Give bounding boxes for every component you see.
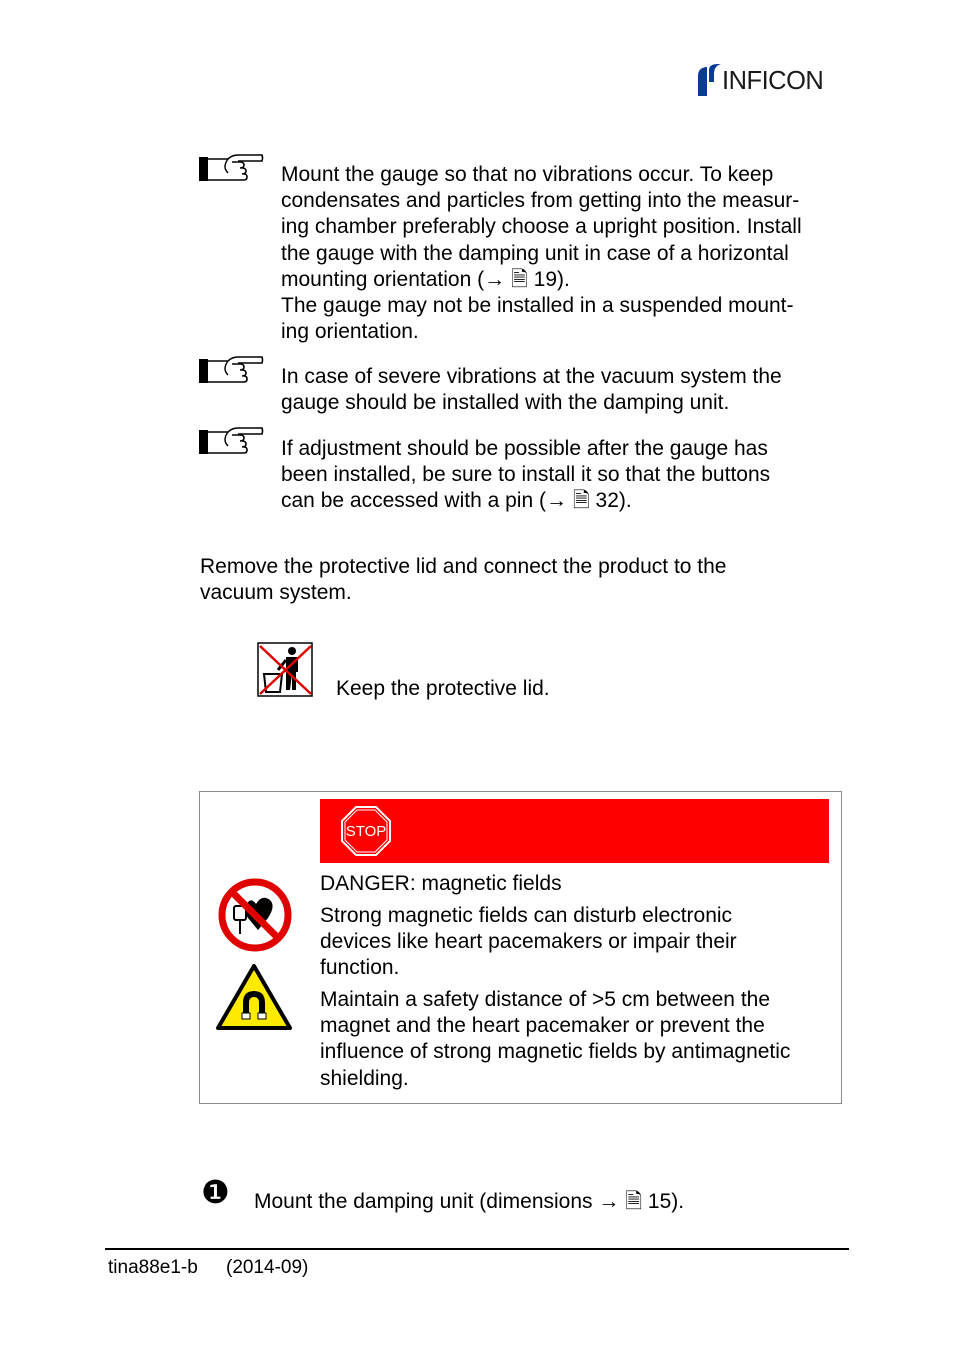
inficon-logo xyxy=(694,62,846,98)
footer-date: (2014-09) xyxy=(226,1257,309,1278)
no-pacemaker-icon xyxy=(218,878,292,952)
magnetic-field-warning-icon xyxy=(215,963,293,1031)
stop-sign-label: STOP xyxy=(345,823,387,840)
step-number-marker: ❶ xyxy=(201,1173,230,1211)
instruction-text: Remove the protective lid and connect the product to the vacuum system. xyxy=(200,555,727,605)
footer-divider xyxy=(105,1248,849,1250)
danger-paragraph: Maintain a safety distance of >5 cm between the magnet and the heart pacemaker or prevent the influence of strong magnetic fields by antimagnetic shielding. xyxy=(320,988,791,1090)
note-text: If adjustment should be possible after the gauge has been installed, be sure to install it so that the buttons can be accessed with a pin (→ 🗎 32). xyxy=(281,437,771,513)
danger-banner-background xyxy=(320,799,829,863)
logo-wordmark: INFICON xyxy=(722,65,824,95)
footer-doc-id: tina88e1-b xyxy=(108,1257,198,1278)
stop-sign-icon xyxy=(341,806,391,856)
keep-lid-text: Keep the protective lid. xyxy=(336,677,550,700)
note-text: In case of severe vibrations at the vacuum system the gauge should be installed with the damping unit. xyxy=(281,365,782,415)
danger-banner xyxy=(320,799,829,863)
danger-paragraph: Strong magnetic fields can disturb electronic devices like heart pacemakers or impair their function. xyxy=(320,904,737,980)
danger-title: DANGER: magnetic fields xyxy=(320,872,562,895)
note-text: Mount the gauge so that no vibrations occur. To keep condensates and particles from getting into the measur- ing chamber preferably choose a upright position. Install the gauge with the damping unit in case of a horizontal mounting orientation (→ 🗎 19). The gauge may not be installed in a suspended mount- ing orientation. xyxy=(281,163,802,344)
pointing-hand-icon xyxy=(198,355,264,387)
pointing-hand-icon xyxy=(198,153,264,185)
inficon-logo-mark-icon xyxy=(694,62,724,98)
pointing-hand-icon xyxy=(198,426,264,458)
do-not-discard-icon xyxy=(256,642,314,697)
step-text: Mount the damping unit (dimensions → 🗎 15). xyxy=(254,1190,685,1213)
